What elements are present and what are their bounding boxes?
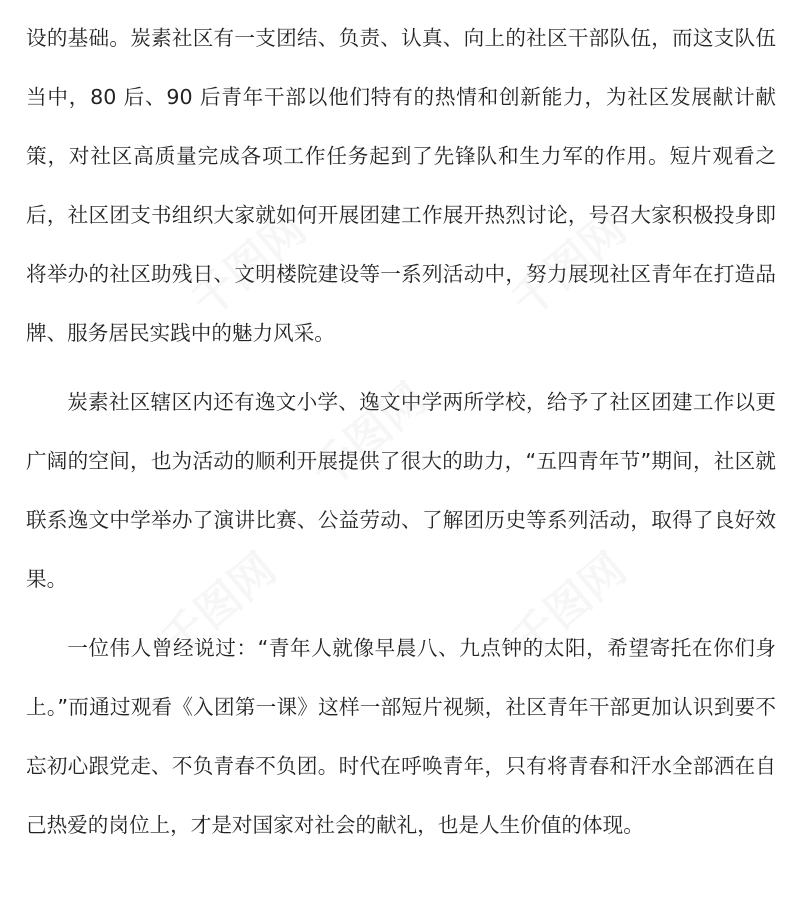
paragraph-3: 一位伟人曾经说过：“青年人就像早晨八、九点钟的太阳，希望寄托在你们身上。”而通过观看《入团第一课》这样一部短片视频，社区青年干部更加认识到要不忘初心跟党走、不负青春不负团。时代在呼唤青年，只有将青春和汗水全部洒在自己热爱的岗位上，才是对国家对社会的献礼，也是人生价值的体现。: [26, 636, 776, 837]
watermark: 千图网: [151, 543, 286, 668]
paragraph-2: 炭素社区辖区内还有逸文小学、逸文中学两所学校，给予了社区团建工作以更广阔的空间，也为活动的顺利开展提供了很大的助力，“五四青年节”期间，社区就联系逸文中学举办了演讲比赛、公益劳动、了解团历史等系列活动，取得了良好效果。: [26, 390, 776, 591]
watermark: 千图网: [301, 373, 436, 498]
watermark: 千图网: [501, 203, 636, 328]
document-body: [26, 9, 776, 855]
watermark: 千图网: [501, 543, 636, 668]
watermark: 千图网: [181, 203, 316, 328]
paragraph-1: 设的基础。炭素社区有一支团结、负责、认真、向上的社区干部队伍，而这支队伍当中，80 后、90 后青年干部以他们特有的热情和创新能力，为社区发展献计献策，对社区高质量完成各项工作任务起到了先锋队和生力军的作用。短片观看之后，社区团支书组织大家就如何开展团建工作展开热烈讨论，号召大家积极投身即将举办的社区助残日、文明楼院建设等一系列活动中，努力展现社区青年在打造品牌、服务居民实践中的魅力风采。: [26, 26, 776, 345]
